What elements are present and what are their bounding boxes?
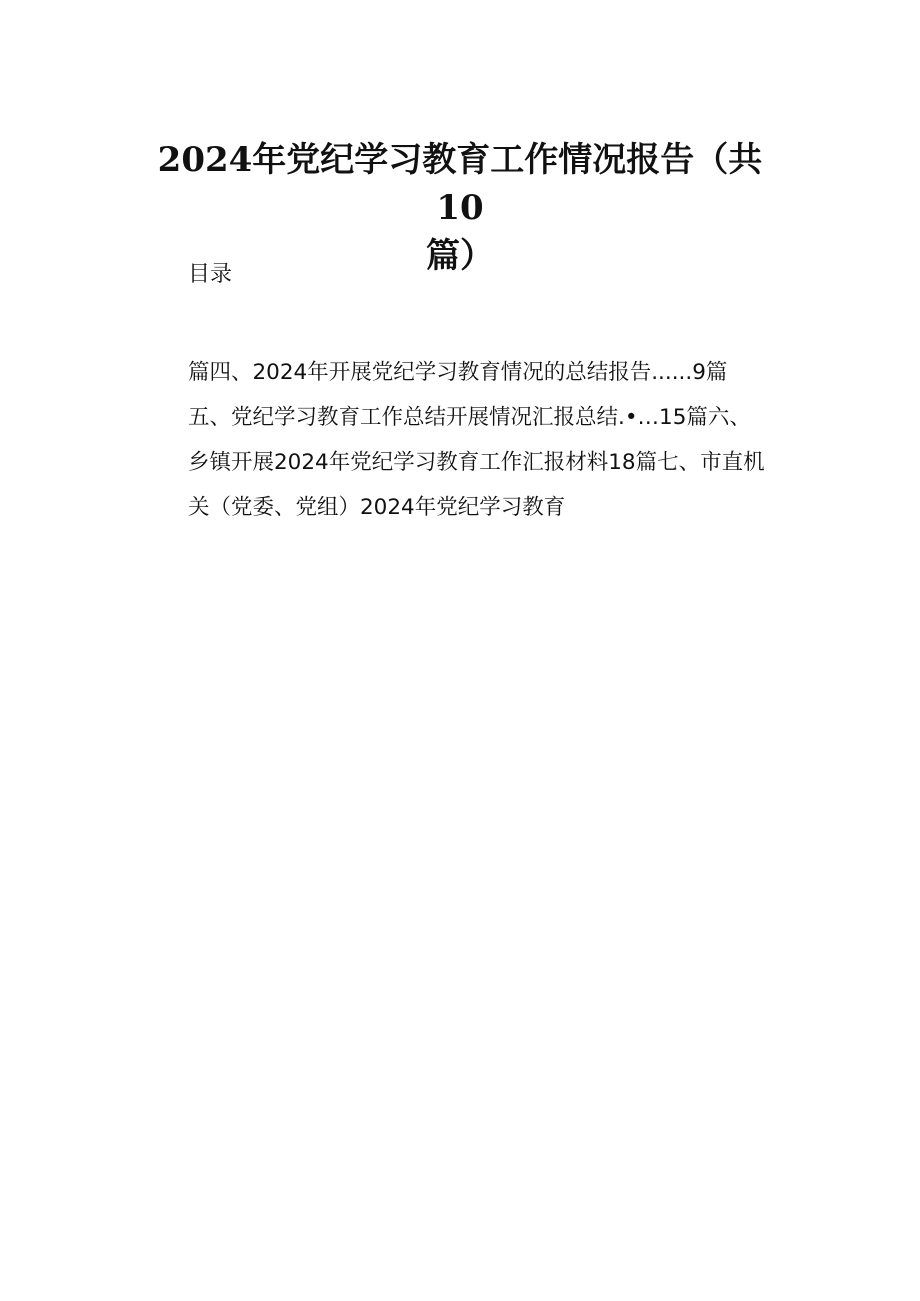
document-title-line: 2024年党纪学习教育工作情况报告（共10 bbox=[157, 140, 763, 228]
toc-line: 五、党纪学习教育工作总结开展情况汇报总结.•…15篇六、 bbox=[188, 405, 751, 430]
toc-heading: 目录 bbox=[188, 262, 233, 287]
toc-line: 乡镇开展2024年党纪学习教育工作汇报材料18篇七、市直机 bbox=[188, 450, 765, 475]
document-title bbox=[140, 136, 780, 280]
toc-body bbox=[188, 350, 798, 530]
document-title-line: 篇） bbox=[426, 236, 494, 276]
toc-line: 篇四、2024年开展党纪学习教育情况的总结报告......9篇 bbox=[188, 360, 728, 385]
toc-line: 关（党委、党组）2024年党纪学习教育 bbox=[188, 495, 566, 520]
